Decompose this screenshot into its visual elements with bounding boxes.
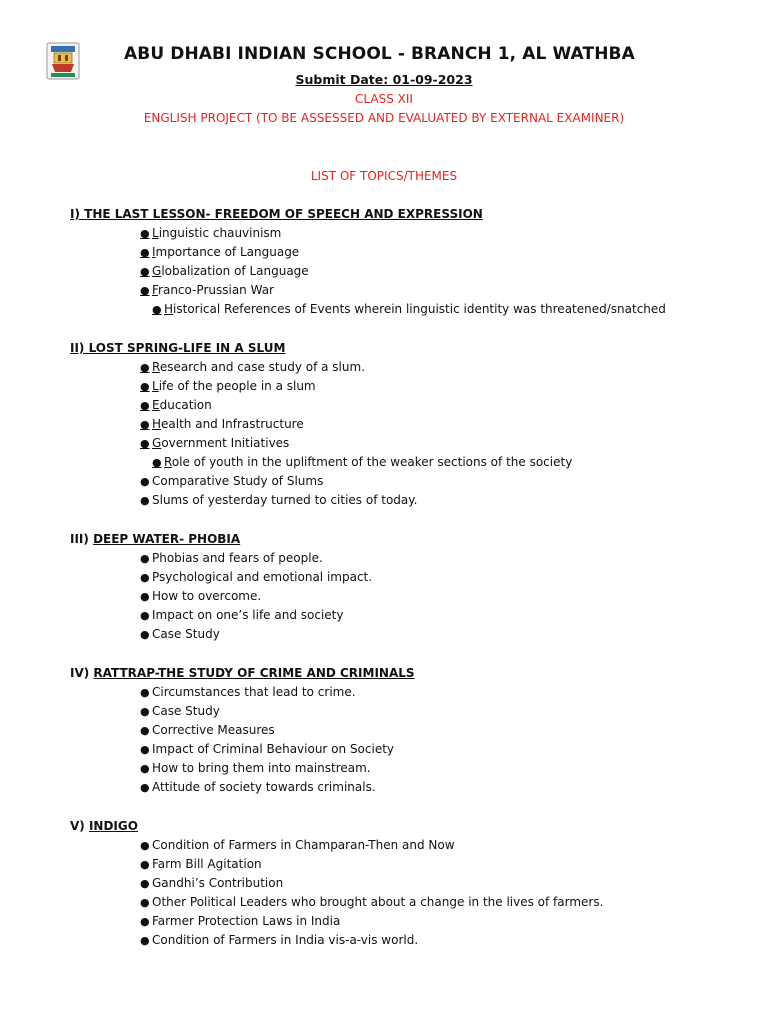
list-item: ● Government Initiatives	[70, 434, 572, 453]
bullet-icon: ●	[140, 934, 150, 947]
section-deep-water	[70, 529, 372, 644]
list-item: ● Linguistic chauvinism	[70, 224, 666, 243]
bullet-icon: ●	[140, 839, 150, 852]
section-title: RATTRAP-THE STUDY OF CRIME AND CRIMINALS	[93, 666, 415, 680]
bullet-icon: ●	[140, 361, 150, 374]
bullet-icon: ●	[140, 915, 150, 928]
list-item: ● Impact of Criminal Behaviour on Society	[70, 740, 415, 759]
section-last-lesson	[70, 204, 666, 319]
bullet-icon: ●	[140, 877, 150, 890]
bullet-icon: ●	[140, 475, 150, 488]
list-item: ● Franco-Prussian War	[70, 281, 666, 300]
bullet-icon: ●	[140, 399, 150, 412]
section-heading	[70, 663, 415, 683]
bullet-icon: ●	[152, 456, 162, 469]
list-item: ● Historical References of Events wherein linguistic identity was threatened/snatched	[70, 300, 666, 319]
list-item: ● Health and Infrastructure	[70, 415, 572, 434]
bullet-icon: ●	[140, 628, 150, 641]
bullet-icon: ●	[140, 743, 150, 756]
list-item: ● Other Political Leaders who brought about a change in the lives of farmers.	[70, 893, 603, 912]
bullet-icon: ●	[140, 380, 150, 393]
bullet-icon: ●	[140, 781, 150, 794]
bullet-icon: ●	[140, 265, 150, 278]
project-title: ENGLISH PROJECT (TO BE ASSESSED AND EVALUATED BY EXTERNAL EXAMINER)	[143, 111, 625, 125]
section-title: I) THE LAST LESSON- FREEDOM OF SPEECH AND EXPRESSION	[70, 207, 483, 221]
topic-list	[70, 224, 666, 319]
section-heading	[70, 816, 603, 836]
list-item: ● Globalization of Language	[70, 262, 666, 281]
class-label: CLASS XII	[355, 92, 413, 106]
list-item: ● Comparative Study of Slums	[70, 472, 572, 491]
bullet-icon: ●	[140, 418, 150, 431]
list-item: ● Psychological and emotional impact.	[70, 568, 372, 587]
bullet-icon: ●	[140, 227, 150, 240]
section-prefix: V)	[70, 819, 89, 833]
list-item: ● Circumstances that lead to crime.	[70, 683, 415, 702]
list-item: ● Importance of Language	[70, 243, 666, 262]
list-item: ● How to overcome.	[70, 587, 372, 606]
bullet-icon: ●	[140, 724, 150, 737]
topic-list	[70, 836, 603, 950]
bullet-icon: ●	[140, 494, 150, 507]
bullet-icon: ●	[140, 762, 150, 775]
section-indigo	[70, 816, 603, 950]
section-prefix: III)	[70, 532, 94, 546]
topic-list	[70, 683, 415, 797]
school-name: ABU DHABI INDIAN SCHOOL - BRANCH 1, AL WATHBA	[124, 44, 635, 64]
bullet-icon: ●	[152, 303, 162, 316]
list-item: ● Gandhi’s Contribution	[70, 874, 603, 893]
list-item: ● Condition of Farmers in India vis-a-vis world.	[70, 931, 603, 950]
bullet-icon: ●	[140, 858, 150, 871]
list-item: ● Farmer Protection Laws in India	[70, 912, 603, 931]
bullet-icon: ●	[140, 686, 150, 699]
list-item: ● Condition of Farmers in Champaran-Then and Now	[70, 836, 603, 855]
bullet-icon: ●	[140, 896, 150, 909]
bullet-icon: ●	[140, 609, 150, 622]
list-item: ● Case Study	[70, 702, 415, 721]
section-rattrap	[70, 663, 415, 797]
section-title: DEEP WATER- PHOBIA	[93, 532, 241, 546]
section-heading	[70, 529, 372, 549]
list-item: ● Phobias and fears of people.	[70, 549, 372, 568]
list-item: ● Farm Bill Agitation	[70, 855, 603, 874]
list-item: ● Corrective Measures	[70, 721, 415, 740]
list-item: ● Impact on one’s life and society	[70, 606, 372, 625]
topic-list	[70, 358, 572, 510]
list-item: ● Education	[70, 396, 572, 415]
list-item: ● Attitude of society towards criminals.	[70, 778, 415, 797]
section-title: II) LOST SPRING-LIFE IN A SLUM	[70, 341, 286, 355]
list-item: ● Case Study	[70, 625, 372, 644]
section-lost-spring	[70, 338, 572, 510]
list-item: ● How to bring them into mainstream.	[70, 759, 415, 778]
bullet-icon: ●	[140, 246, 150, 259]
bullet-icon: ●	[140, 552, 150, 565]
topic-list	[70, 549, 372, 644]
list-heading: LIST OF TOPICS/THEMES	[310, 169, 458, 183]
section-prefix: IV)	[70, 666, 94, 680]
bullet-icon: ●	[140, 284, 150, 297]
section-heading	[70, 338, 572, 358]
list-item: ● Role of youth in the upliftment of the weaker sections of the society	[70, 453, 572, 472]
submit-date: Submit Date: 01-09-2023	[295, 72, 473, 87]
bullet-icon: ●	[140, 437, 150, 450]
list-item: ● Research and case study of a slum.	[70, 358, 572, 377]
list-item: ● Life of the people in a slum	[70, 377, 572, 396]
section-heading	[70, 204, 666, 224]
bullet-icon: ●	[140, 590, 150, 603]
bullet-icon: ●	[140, 705, 150, 718]
bullet-icon: ●	[140, 571, 150, 584]
list-item: ● Slums of yesterday turned to cities of today.	[70, 491, 572, 510]
section-title: INDIGO	[88, 819, 138, 833]
